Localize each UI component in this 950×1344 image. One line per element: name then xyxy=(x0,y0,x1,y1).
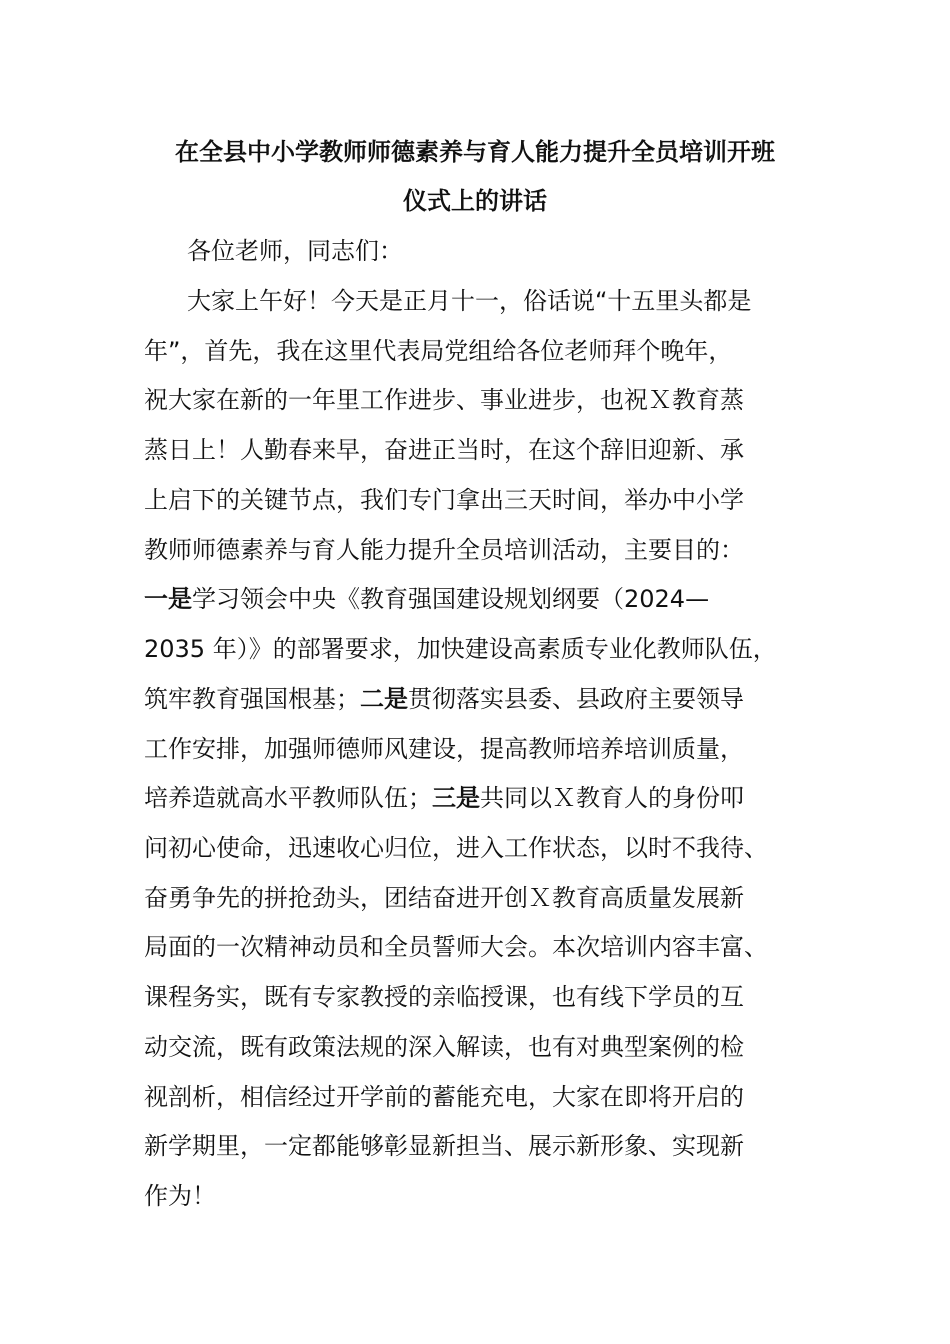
body-line: 局面的一次精神动员和全员誓师大会。本次培训内容丰富、 xyxy=(144,933,768,961)
document-title-line-2: 仪式上的讲话 xyxy=(403,187,547,215)
body-line-text: 学习领会中央《教育强国建设规划纲要（2024— xyxy=(192,585,710,613)
body-line: 奋勇争先的拼抢劲头，团结奋进开创Ｘ教育高质量发展新 xyxy=(144,884,744,912)
body-line xyxy=(144,684,744,714)
body-line: 上启下的关键节点，我们专门拿出三天时间，举办中小学 xyxy=(144,486,744,514)
body-line-text: 筑牢教育强国根基； xyxy=(144,685,360,713)
body-line: 年”，首先，我在这里代表局党组给各位老师拜个晚年， xyxy=(144,337,733,365)
body-line: 工作安排，加强师德师风建设，提高教师培养培训质量， xyxy=(144,735,744,763)
bold-marker-second: 二是 xyxy=(360,685,408,713)
body-line xyxy=(144,584,709,614)
body-line: 祝大家在新的一年里工作进步、事业进步，也祝Ｘ教育蒸 xyxy=(144,386,744,414)
body-line xyxy=(144,783,744,813)
body-line: 新学期里，一定都能够彰显新担当、展示新形象、实现新 xyxy=(144,1132,744,1160)
body-line: 视剖析，相信经过开学前的蓄能充电，大家在即将开启的 xyxy=(144,1083,744,1111)
body-line: 问初心使命，迅速收心归位，进入工作状态，以时不我待、 xyxy=(144,834,768,862)
body-line: 教师师德素养与育人能力提升全员培训活动，主要目的： xyxy=(144,536,744,564)
body-line-text: 贯彻落实县委、县政府主要领导 xyxy=(408,685,744,713)
body-line: 2035 年）》的部署要求，加快建设高素质专业化教师队伍， xyxy=(144,635,777,663)
document-title-line-1: 在全县中小学教师师德素养与育人能力提升全员培训开班 xyxy=(175,138,775,166)
body-line: 作为！ xyxy=(144,1182,216,1210)
body-line: 动交流，既有政策法规的深入解读，也有对典型案例的检 xyxy=(144,1033,744,1061)
bold-marker-third: 三是 xyxy=(432,784,480,812)
body-line-text: 培养造就高水平教师队伍； xyxy=(144,784,432,812)
body-line-text: 共同以Ｘ教育人的身份叩 xyxy=(480,784,744,812)
body-line: 蒸日上！人勤春来早，奋进正当时，在这个辞旧迎新、承 xyxy=(144,436,744,464)
bold-marker-first: 一是 xyxy=(144,585,192,613)
salutation: 各位老师，同志们： xyxy=(187,237,403,265)
body-line: 大家上午好！今天是正月十一，俗话说“十五里头都是 xyxy=(187,287,752,315)
body-line: 课程务实，既有专家教授的亲临授课，也有线下学员的互 xyxy=(144,983,744,1011)
